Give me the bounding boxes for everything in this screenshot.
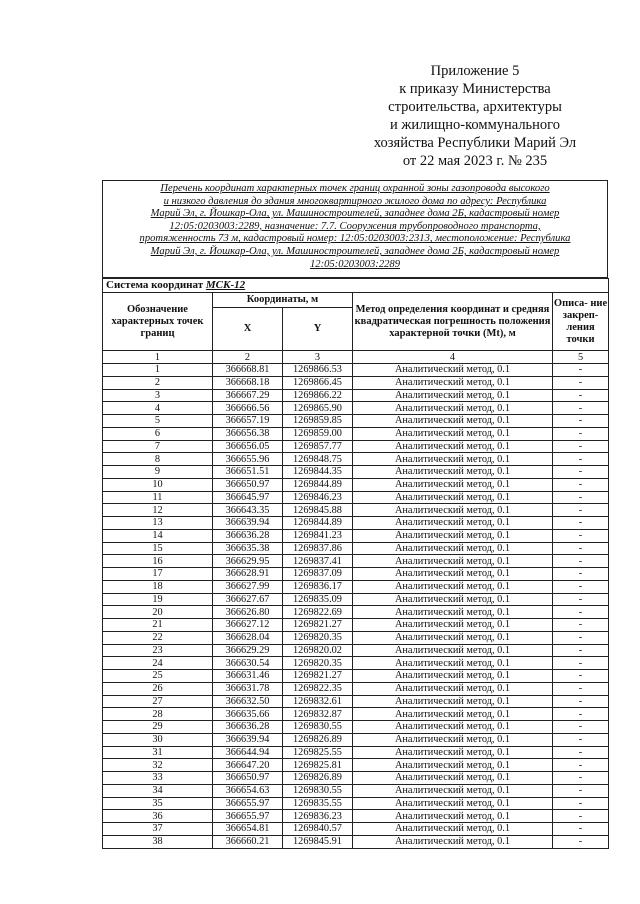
table-row bbox=[103, 797, 609, 810]
x-cell: 366651.51 bbox=[213, 466, 283, 479]
table-row bbox=[103, 695, 609, 708]
description-cell: - bbox=[553, 810, 609, 823]
description-cell: - bbox=[553, 670, 609, 683]
x-cell: 366667.29 bbox=[213, 389, 283, 402]
x-cell: 366654.81 bbox=[213, 823, 283, 836]
description-cell: - bbox=[553, 478, 609, 491]
method-cell: Аналитический метод, 0.1 bbox=[353, 504, 553, 517]
document-title bbox=[106, 183, 604, 271]
y-cell: 1269857.77 bbox=[283, 440, 353, 453]
description-cell: - bbox=[553, 529, 609, 542]
col-desc-header: Описа- ние закреп- ления точки bbox=[553, 293, 609, 351]
description-cell: - bbox=[553, 823, 609, 836]
point-id-cell: 15 bbox=[103, 542, 213, 555]
description-cell: - bbox=[553, 708, 609, 721]
y-cell: 1269825.55 bbox=[283, 746, 353, 759]
y-cell: 1269830.55 bbox=[283, 721, 353, 734]
column-index: 3 bbox=[283, 351, 353, 364]
method-cell: Аналитический метод, 0.1 bbox=[353, 427, 553, 440]
method-cell: Аналитический метод, 0.1 bbox=[353, 631, 553, 644]
method-cell: Аналитический метод, 0.1 bbox=[353, 517, 553, 530]
point-id-cell: 18 bbox=[103, 580, 213, 593]
point-id-cell: 10 bbox=[103, 478, 213, 491]
y-cell: 1269836.23 bbox=[283, 810, 353, 823]
y-cell: 1269841.23 bbox=[283, 529, 353, 542]
table-row bbox=[103, 593, 609, 606]
y-cell: 1269832.87 bbox=[283, 708, 353, 721]
y-cell: 1269835.55 bbox=[283, 797, 353, 810]
x-cell: 366650.97 bbox=[213, 772, 283, 785]
y-cell: 1269837.41 bbox=[283, 555, 353, 568]
method-cell: Аналитический метод, 0.1 bbox=[353, 580, 553, 593]
table-row bbox=[103, 670, 609, 683]
description-cell: - bbox=[553, 389, 609, 402]
y-cell: 1269845.88 bbox=[283, 504, 353, 517]
method-cell: Аналитический метод, 0.1 bbox=[353, 733, 553, 746]
x-cell: 366632.50 bbox=[213, 695, 283, 708]
x-cell: 366629.95 bbox=[213, 555, 283, 568]
x-cell: 366668.18 bbox=[213, 376, 283, 389]
point-id-cell: 14 bbox=[103, 529, 213, 542]
y-cell: 1269865.90 bbox=[283, 402, 353, 415]
x-cell: 366630.54 bbox=[213, 657, 283, 670]
point-id-cell: 1 bbox=[103, 364, 213, 377]
method-cell: Аналитический метод, 0.1 bbox=[353, 695, 553, 708]
x-cell: 366631.78 bbox=[213, 682, 283, 695]
method-cell: Аналитический метод, 0.1 bbox=[353, 619, 553, 632]
title-line: Марий Эл, г. Йошкар-Ола, ул. Машиностроителей, западнее дома 2Б, кадастровый номер bbox=[150, 208, 560, 220]
col-coords-header: Координаты, м bbox=[213, 293, 353, 308]
x-cell: 366660.21 bbox=[213, 835, 283, 848]
point-id-cell: 38 bbox=[103, 835, 213, 848]
description-cell: - bbox=[553, 555, 609, 568]
point-id-cell: 23 bbox=[103, 644, 213, 657]
y-cell: 1269836.17 bbox=[283, 580, 353, 593]
method-cell: Аналитический метод, 0.1 bbox=[353, 555, 553, 568]
y-cell: 1269844.89 bbox=[283, 517, 353, 530]
description-cell: - bbox=[553, 682, 609, 695]
description-cell: - bbox=[553, 644, 609, 657]
method-cell: Аналитический метод, 0.1 bbox=[353, 453, 553, 466]
table-row bbox=[103, 835, 609, 848]
point-id-cell: 6 bbox=[103, 427, 213, 440]
x-cell: 366639.94 bbox=[213, 733, 283, 746]
title-line: протяженность 73 м, кадастровый номер: 12:05:0203003:2313, местоположение: Республика bbox=[139, 233, 571, 245]
method-cell: Аналитический метод, 0.1 bbox=[353, 644, 553, 657]
title-line: Марий Эл, г. Йошкар-Ола, ул. Машиностроителей, западнее дома 2Б, кадастровый номер bbox=[150, 245, 560, 257]
y-cell: 1269866.22 bbox=[283, 389, 353, 402]
x-cell: 366635.38 bbox=[213, 542, 283, 555]
description-cell: - bbox=[553, 772, 609, 785]
header-line: хозяйства Республики Марий Эл bbox=[373, 135, 577, 151]
method-cell: Аналитический метод, 0.1 bbox=[353, 670, 553, 683]
y-cell: 1269840.57 bbox=[283, 823, 353, 836]
method-cell: Аналитический метод, 0.1 bbox=[353, 772, 553, 785]
point-id-cell: 17 bbox=[103, 568, 213, 581]
x-cell: 366654.63 bbox=[213, 784, 283, 797]
method-cell: Аналитический метод, 0.1 bbox=[353, 759, 553, 772]
y-cell: 1269844.35 bbox=[283, 466, 353, 479]
appendix-header bbox=[360, 62, 590, 170]
y-cell: 1269845.91 bbox=[283, 835, 353, 848]
method-cell: Аналитический метод, 0.1 bbox=[353, 784, 553, 797]
method-cell: Аналитический метод, 0.1 bbox=[353, 402, 553, 415]
coordinate-system-label: Система координат bbox=[106, 279, 204, 291]
method-cell: Аналитический метод, 0.1 bbox=[353, 440, 553, 453]
y-cell: 1269820.35 bbox=[283, 631, 353, 644]
point-id-cell: 34 bbox=[103, 784, 213, 797]
table-row bbox=[103, 427, 609, 440]
method-cell: Аналитический метод, 0.1 bbox=[353, 606, 553, 619]
point-id-cell: 16 bbox=[103, 555, 213, 568]
title-line: 12:05:0203003:2289, назначение: 7.7. Сооружения трубопроводного транспорта, bbox=[169, 220, 541, 232]
description-cell: - bbox=[553, 733, 609, 746]
x-cell: 366636.28 bbox=[213, 529, 283, 542]
x-cell: 366657.19 bbox=[213, 415, 283, 428]
point-id-cell: 35 bbox=[103, 797, 213, 810]
y-cell: 1269866.45 bbox=[283, 376, 353, 389]
table-row bbox=[103, 364, 609, 377]
y-cell: 1269832.61 bbox=[283, 695, 353, 708]
col-y-header: Y bbox=[283, 308, 353, 351]
point-id-cell: 29 bbox=[103, 721, 213, 734]
table-row bbox=[103, 759, 609, 772]
x-cell: 366631.46 bbox=[213, 670, 283, 683]
table-row bbox=[103, 708, 609, 721]
description-cell: - bbox=[553, 695, 609, 708]
point-id-cell: 32 bbox=[103, 759, 213, 772]
table-row bbox=[103, 568, 609, 581]
coordinates-body bbox=[103, 364, 609, 849]
description-cell: - bbox=[553, 593, 609, 606]
col-point-header: Обозначение характерных точек границ bbox=[103, 293, 213, 351]
x-cell: 366656.05 bbox=[213, 440, 283, 453]
table-row bbox=[103, 517, 609, 530]
col-method-header: Метод определения координат и средняя квадратическая погрешность положения характерной точки (Mt), м bbox=[353, 293, 553, 351]
header-line: Приложение 5 bbox=[430, 63, 520, 79]
point-id-cell: 12 bbox=[103, 504, 213, 517]
table-row bbox=[103, 555, 609, 568]
description-cell: - bbox=[553, 542, 609, 555]
table-row bbox=[103, 733, 609, 746]
method-cell: Аналитический метод, 0.1 bbox=[353, 823, 553, 836]
description-cell: - bbox=[553, 491, 609, 504]
table-row bbox=[103, 784, 609, 797]
coordinates-table bbox=[102, 278, 609, 849]
y-cell: 1269822.35 bbox=[283, 682, 353, 695]
table-row bbox=[103, 657, 609, 670]
point-id-cell: 20 bbox=[103, 606, 213, 619]
title-line: и низкого давления до здания многоквартирного жилого дома по адресу: Республика bbox=[163, 195, 547, 207]
x-cell: 366628.04 bbox=[213, 631, 283, 644]
header-line: и жилищно-коммунального bbox=[389, 117, 561, 133]
y-cell: 1269848.75 bbox=[283, 453, 353, 466]
x-cell: 366643.35 bbox=[213, 504, 283, 517]
table-row bbox=[103, 810, 609, 823]
point-id-cell: 33 bbox=[103, 772, 213, 785]
description-cell: - bbox=[553, 580, 609, 593]
point-id-cell: 7 bbox=[103, 440, 213, 453]
point-id-cell: 25 bbox=[103, 670, 213, 683]
y-cell: 1269846.23 bbox=[283, 491, 353, 504]
table-row bbox=[103, 580, 609, 593]
table-row bbox=[103, 631, 609, 644]
table-row bbox=[103, 772, 609, 785]
x-cell: 366627.99 bbox=[213, 580, 283, 593]
description-cell: - bbox=[553, 466, 609, 479]
method-cell: Аналитический метод, 0.1 bbox=[353, 376, 553, 389]
description-cell: - bbox=[553, 402, 609, 415]
y-cell: 1269826.89 bbox=[283, 733, 353, 746]
y-cell: 1269826.89 bbox=[283, 772, 353, 785]
table-row bbox=[103, 606, 609, 619]
y-cell: 1269820.35 bbox=[283, 657, 353, 670]
method-cell: Аналитический метод, 0.1 bbox=[353, 708, 553, 721]
table-row bbox=[103, 542, 609, 555]
x-cell: 366627.67 bbox=[213, 593, 283, 606]
x-cell: 366666.56 bbox=[213, 402, 283, 415]
description-cell: - bbox=[553, 504, 609, 517]
table-row bbox=[103, 478, 609, 491]
x-cell: 366636.28 bbox=[213, 721, 283, 734]
point-id-cell: 28 bbox=[103, 708, 213, 721]
table-row bbox=[103, 644, 609, 657]
point-id-cell: 8 bbox=[103, 453, 213, 466]
y-cell: 1269820.02 bbox=[283, 644, 353, 657]
x-cell: 366635.66 bbox=[213, 708, 283, 721]
table-row bbox=[103, 466, 609, 479]
description-cell: - bbox=[553, 606, 609, 619]
method-cell: Аналитический метод, 0.1 bbox=[353, 746, 553, 759]
table-row bbox=[103, 721, 609, 734]
method-cell: Аналитический метод, 0.1 bbox=[353, 835, 553, 848]
description-cell: - bbox=[553, 746, 609, 759]
x-cell: 366627.12 bbox=[213, 619, 283, 632]
description-cell: - bbox=[553, 784, 609, 797]
description-cell: - bbox=[553, 440, 609, 453]
table-row bbox=[103, 453, 609, 466]
method-cell: Аналитический метод, 0.1 bbox=[353, 478, 553, 491]
x-cell: 366628.91 bbox=[213, 568, 283, 581]
table-row bbox=[103, 402, 609, 415]
point-id-cell: 27 bbox=[103, 695, 213, 708]
point-id-cell: 2 bbox=[103, 376, 213, 389]
x-cell: 366639.94 bbox=[213, 517, 283, 530]
y-cell: 1269825.81 bbox=[283, 759, 353, 772]
column-index: 4 bbox=[353, 351, 553, 364]
description-cell: - bbox=[553, 657, 609, 670]
point-id-cell: 9 bbox=[103, 466, 213, 479]
column-index-row bbox=[103, 351, 609, 364]
point-id-cell: 31 bbox=[103, 746, 213, 759]
description-cell: - bbox=[553, 631, 609, 644]
x-cell: 366644.94 bbox=[213, 746, 283, 759]
y-cell: 1269859.00 bbox=[283, 427, 353, 440]
table-row bbox=[103, 504, 609, 517]
y-cell: 1269821.27 bbox=[283, 619, 353, 632]
y-cell: 1269830.55 bbox=[283, 784, 353, 797]
method-cell: Аналитический метод, 0.1 bbox=[353, 542, 553, 555]
point-id-cell: 24 bbox=[103, 657, 213, 670]
x-cell: 366650.97 bbox=[213, 478, 283, 491]
table-row bbox=[103, 746, 609, 759]
method-cell: Аналитический метод, 0.1 bbox=[353, 593, 553, 606]
description-cell: - bbox=[553, 415, 609, 428]
method-cell: Аналитический метод, 0.1 bbox=[353, 364, 553, 377]
point-id-cell: 3 bbox=[103, 389, 213, 402]
title-line: 12:05:0203003:2289 bbox=[309, 258, 401, 270]
x-cell: 366656.38 bbox=[213, 427, 283, 440]
x-cell: 366655.97 bbox=[213, 810, 283, 823]
method-cell: Аналитический метод, 0.1 bbox=[353, 810, 553, 823]
y-cell: 1269835.09 bbox=[283, 593, 353, 606]
method-cell: Аналитический метод, 0.1 bbox=[353, 568, 553, 581]
method-cell: Аналитический метод, 0.1 bbox=[353, 389, 553, 402]
x-cell: 366647.20 bbox=[213, 759, 283, 772]
header-line: строительства, архитектуры bbox=[388, 99, 562, 115]
y-cell: 1269822.69 bbox=[283, 606, 353, 619]
description-cell: - bbox=[553, 376, 609, 389]
point-id-cell: 36 bbox=[103, 810, 213, 823]
method-cell: Аналитический метод, 0.1 bbox=[353, 491, 553, 504]
x-cell: 366645.97 bbox=[213, 491, 283, 504]
table-row bbox=[103, 415, 609, 428]
point-id-cell: 11 bbox=[103, 491, 213, 504]
description-cell: - bbox=[553, 619, 609, 632]
x-cell: 366629.29 bbox=[213, 644, 283, 657]
coordinate-system-row bbox=[103, 279, 609, 293]
description-cell: - bbox=[553, 721, 609, 734]
x-cell: 366626.80 bbox=[213, 606, 283, 619]
table-row bbox=[103, 529, 609, 542]
method-cell: Аналитический метод, 0.1 bbox=[353, 657, 553, 670]
x-cell: 366668.81 bbox=[213, 364, 283, 377]
title-line: Перечень координат характерных точек границ охранной зоны газопровода высокого bbox=[160, 183, 550, 194]
point-id-cell: 13 bbox=[103, 517, 213, 530]
point-id-cell: 22 bbox=[103, 631, 213, 644]
description-cell: - bbox=[553, 835, 609, 848]
description-cell: - bbox=[553, 797, 609, 810]
y-cell: 1269859.85 bbox=[283, 415, 353, 428]
column-index: 2 bbox=[213, 351, 283, 364]
description-cell: - bbox=[553, 427, 609, 440]
header-line: от 22 мая 2023 г. № 235 bbox=[402, 153, 548, 169]
description-cell: - bbox=[553, 364, 609, 377]
column-index: 1 bbox=[103, 351, 213, 364]
method-cell: Аналитический метод, 0.1 bbox=[353, 466, 553, 479]
point-id-cell: 30 bbox=[103, 733, 213, 746]
y-cell: 1269837.09 bbox=[283, 568, 353, 581]
description-cell: - bbox=[553, 517, 609, 530]
point-id-cell: 26 bbox=[103, 682, 213, 695]
point-id-cell: 4 bbox=[103, 402, 213, 415]
description-cell: - bbox=[553, 759, 609, 772]
y-cell: 1269866.53 bbox=[283, 364, 353, 377]
method-cell: Аналитический метод, 0.1 bbox=[353, 682, 553, 695]
table-row bbox=[103, 619, 609, 632]
table-row bbox=[103, 440, 609, 453]
method-cell: Аналитический метод, 0.1 bbox=[353, 529, 553, 542]
y-cell: 1269844.89 bbox=[283, 478, 353, 491]
x-cell: 366655.97 bbox=[213, 797, 283, 810]
method-cell: Аналитический метод, 0.1 bbox=[353, 415, 553, 428]
table-row bbox=[103, 389, 609, 402]
col-x-header: X bbox=[213, 308, 283, 351]
method-cell: Аналитический метод, 0.1 bbox=[353, 721, 553, 734]
method-cell: Аналитический метод, 0.1 bbox=[353, 797, 553, 810]
table-row bbox=[103, 491, 609, 504]
column-index: 5 bbox=[553, 351, 609, 364]
x-cell: 366655.96 bbox=[213, 453, 283, 466]
description-cell: - bbox=[553, 568, 609, 581]
table-row bbox=[103, 823, 609, 836]
point-id-cell: 37 bbox=[103, 823, 213, 836]
y-cell: 1269821.27 bbox=[283, 670, 353, 683]
table-row bbox=[103, 682, 609, 695]
coordinate-system-name: МСК-12 bbox=[205, 279, 246, 291]
point-id-cell: 5 bbox=[103, 415, 213, 428]
point-id-cell: 19 bbox=[103, 593, 213, 606]
point-id-cell: 21 bbox=[103, 619, 213, 632]
y-cell: 1269837.86 bbox=[283, 542, 353, 555]
description-cell: - bbox=[553, 453, 609, 466]
table-row bbox=[103, 376, 609, 389]
header-line: к приказу Министерства bbox=[399, 81, 551, 97]
